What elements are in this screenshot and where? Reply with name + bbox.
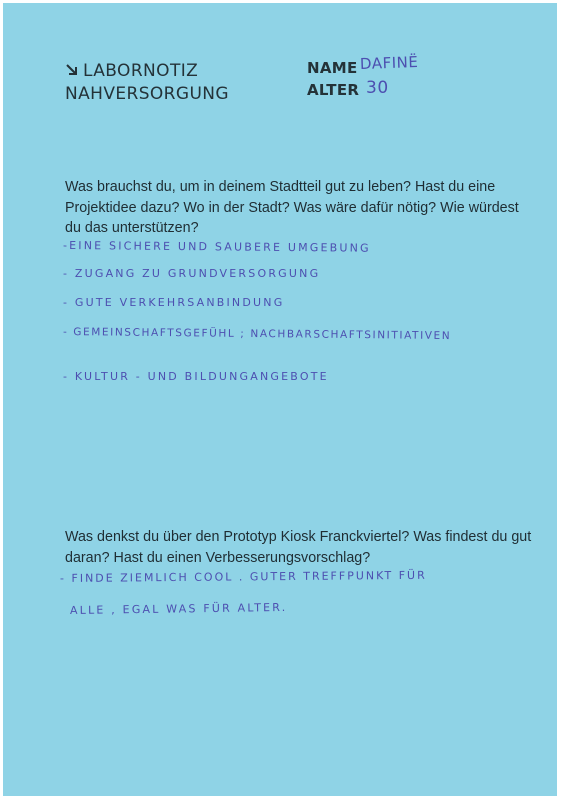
name-label: NAME bbox=[307, 59, 358, 77]
age-value: 30 bbox=[366, 78, 389, 98]
answer-line: - FINDE ZIEMLICH COOL . GUTER TREFFPUNKT FÜR bbox=[59, 568, 427, 585]
name-value: DAFINË bbox=[359, 52, 419, 73]
answer-line: ALLE , EGAL WAS FÜR ALTER. bbox=[69, 600, 288, 617]
question-1: Was brauchst du, um in deinem Stadtteil gut zu leben? Hast du eine Projektidee dazu? Wo in der Stadt? Was wäre dafür nötig? Wie würdest du das unterstützen? bbox=[65, 179, 519, 236]
answer-line: - ZUGANG ZU GRUNDVERSORGUNG bbox=[63, 267, 321, 280]
form-sheet bbox=[3, 3, 557, 796]
answer-line: - GEMEINSCHAFTSGEFÜHL ; NACHBARSCHAFTSINITIATIVEN bbox=[62, 326, 452, 343]
answer-line: -EINE SICHERE UND SAUBERE UMGEBUNG bbox=[62, 239, 371, 255]
age-label: ALTER bbox=[307, 81, 360, 99]
title-line-1: LABORNOTIZ bbox=[83, 61, 199, 81]
answer-line: - GUTE VERKEHRSANBINDUNG bbox=[63, 296, 285, 309]
title-line-2: NAHVERSORGUNG bbox=[65, 84, 230, 104]
answer-line: - KULTUR - UND BILDUNGANGEBOTE bbox=[63, 370, 329, 383]
question-2-answers bbox=[3, 3, 557, 796]
question-2: Was denkst du über den Prototyp Kiosk Franckviertel? Was findest du gut daran? Hast du einen Verbesserungsvorschlag? bbox=[65, 529, 532, 566]
